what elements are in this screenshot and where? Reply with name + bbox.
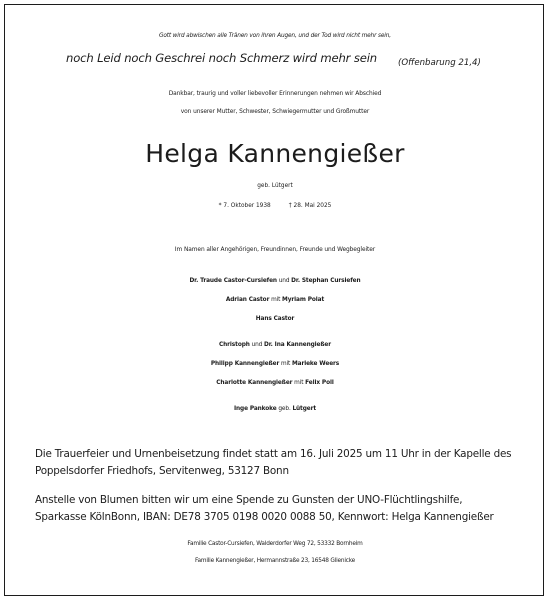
family-name: Marieke Weers (291, 361, 340, 367)
address-line-1: Familie Castor-Cursiefen, Walderdorfer Weg 72, 53332 Bornheim (187, 541, 363, 547)
family-row (0, 380, 550, 386)
family-conjunction: mit (292, 380, 306, 386)
family-conjunction: und (249, 342, 264, 348)
family-name: Dr. Stephan Cursiefen (291, 278, 361, 284)
family-row (0, 278, 550, 284)
family-name: Hans Castor (255, 316, 295, 322)
family-row (0, 297, 550, 303)
family-name: Adrian Castor (225, 297, 270, 303)
family-row (0, 342, 550, 348)
family-conjunction: mit (269, 297, 283, 303)
intro-line-1: Dankbar, traurig und voller liebevoller Erinnerungen nehmen wir Abschied (168, 91, 382, 97)
intro-line-2: von unserer Mutter, Schwester, Schwiegermutter und Großmutter (180, 109, 370, 115)
donation-line-1: Anstelle von Blumen bitten wir um eine Spende zu Gunsten der UNO-Flüchtlingshilfe, (35, 494, 463, 506)
family-name: Charlotte Kannengießer (216, 380, 293, 386)
funeral-info-line-2: Poppelsdorfer Friedhofs, Servitenweg, 53127 Bonn (35, 465, 289, 477)
address-line-2: Familie Kannengießer, Hermannstraße 23, 16548 Glienicke (194, 558, 356, 564)
family-name: Lütgert (292, 406, 317, 412)
verse-line-2: noch Leid noch Geschrei noch Schmerz wird mehr sein (66, 51, 377, 65)
family-row (0, 361, 550, 367)
funeral-info-line-1: Die Trauerfeier und Urnenbeisetzung findet statt am 16. Juli 2025 um 11 Uhr in der Kapelle des (35, 448, 512, 460)
family-conjunction: geb. (276, 406, 293, 412)
verse-line-1: Gott wird abwischen alle Tränen von ihren Augen, und der Tod wird nicht mehr sein, (159, 33, 391, 39)
family-name: Philipp Kannengießer (210, 361, 280, 367)
family-name: Dr. Traude Castor-Cursiefen (189, 278, 277, 284)
mourners-intro: Im Namen aller Angehörigen, Freundinnen, Freunde und Wegbegleiter (174, 247, 376, 253)
verse-source: (Offenbarung 21,4) (398, 58, 481, 68)
family-name: Christoph (218, 342, 250, 348)
family-name: Myriam Polat (282, 297, 325, 303)
death-date: † 28. Mai 2025 (288, 203, 332, 209)
deceased-name: Helga Kannengießer (145, 139, 405, 168)
family-name: Inge Pankoke (233, 406, 277, 412)
family-conjunction: und (276, 278, 292, 284)
birth-date: * 7. Oktober 1938 (218, 203, 271, 209)
family-row (0, 316, 550, 322)
family-row (0, 406, 550, 412)
life-dates (0, 203, 550, 209)
donation-line-2: Sparkasse KölnBonn, IBAN: DE78 3705 0198 0020 0088 50, Kennwort: Helga Kannengießer (35, 511, 494, 523)
family-name: Dr. Ina Kannengießer (264, 342, 332, 348)
family-name: Felix Poll (305, 380, 334, 386)
family-conjunction: mit (279, 361, 292, 367)
maiden-name: geb. Lütgert (257, 183, 293, 189)
